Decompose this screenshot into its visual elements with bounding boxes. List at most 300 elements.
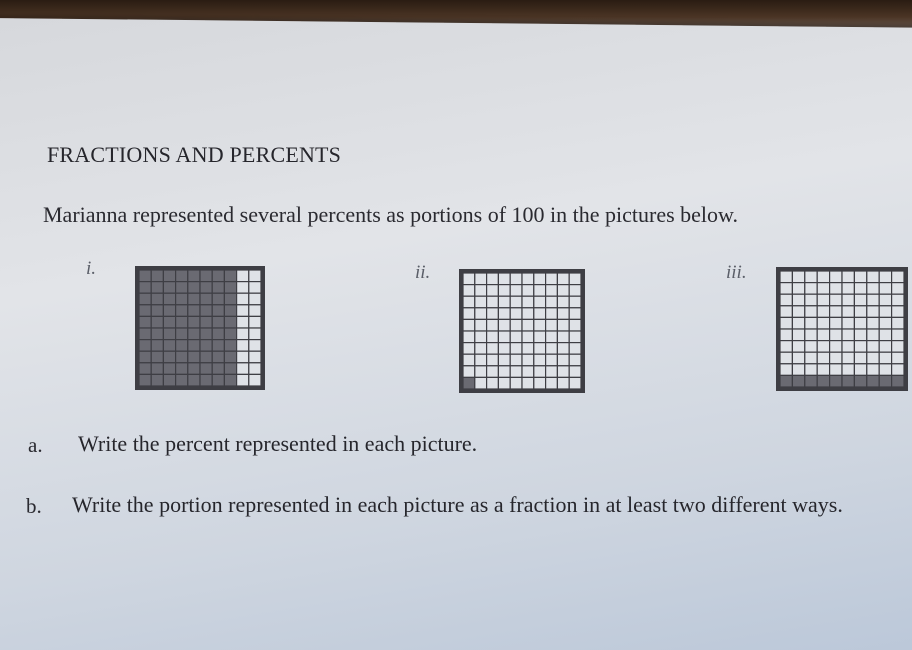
grid-square-shaded (224, 374, 236, 386)
grid-square-shaded (188, 374, 200, 386)
grid-square (463, 366, 475, 378)
grid-square-shaded (867, 375, 879, 387)
grid-square (546, 343, 558, 355)
grid-square-shaded (200, 305, 212, 317)
grid-square-shaded (212, 293, 224, 305)
grid-square-shaded (792, 375, 804, 387)
grid-square-shaded (139, 282, 151, 294)
grid-square (487, 319, 499, 331)
grid-square (510, 285, 522, 297)
grid-square (569, 366, 581, 378)
grid-square (510, 343, 522, 355)
grid-square (546, 377, 558, 389)
grid-square (792, 352, 804, 364)
question-a-letter: a. (28, 433, 43, 457)
grid-square (830, 317, 842, 329)
grid-square (463, 296, 475, 308)
grid-square-shaded (224, 270, 236, 282)
grid-square (892, 352, 904, 364)
grid-square (879, 329, 891, 341)
grid-square (867, 341, 879, 353)
grid-square-shaded (200, 340, 212, 352)
hundred-grid-iii (776, 267, 908, 391)
grid-square-shaded (212, 351, 224, 363)
grid-square (879, 306, 891, 318)
grid-square (249, 282, 261, 294)
grid-square (792, 317, 804, 329)
grid-square (475, 366, 487, 378)
grid-square (830, 329, 842, 341)
grid-square-shaded (163, 363, 175, 375)
grid-square (780, 294, 792, 306)
grid-square (879, 294, 891, 306)
grid-square (498, 319, 510, 331)
grid-square (546, 296, 558, 308)
grid-square-shaded (830, 375, 842, 387)
grid-square (237, 328, 249, 340)
grid-square (854, 317, 866, 329)
grid-square-shaded (176, 316, 188, 328)
grid-square (522, 343, 534, 355)
grid-square (534, 343, 546, 355)
grid-square-shaded (176, 270, 188, 282)
grid-square (792, 329, 804, 341)
grid-square-shaded (188, 293, 200, 305)
grid-square (867, 329, 879, 341)
grid-square (805, 283, 817, 295)
grid-square-shaded (176, 305, 188, 317)
grid-square (805, 329, 817, 341)
grid-square (475, 273, 487, 285)
grid-square (510, 308, 522, 320)
grid-square (557, 366, 569, 378)
grid-square (830, 271, 842, 283)
grid-square (249, 316, 261, 328)
grid-square (830, 294, 842, 306)
grid-square (498, 366, 510, 378)
grid-square (557, 377, 569, 389)
grid-square-shaded (842, 375, 854, 387)
grid-square (557, 343, 569, 355)
grid-square (487, 285, 499, 297)
grid-square (569, 273, 581, 285)
grid-square (569, 308, 581, 320)
grid-square (249, 270, 261, 282)
grid-square (569, 285, 581, 297)
grid-square-shaded (139, 328, 151, 340)
grid-square (842, 364, 854, 376)
grid-square (487, 308, 499, 320)
grid-square (780, 352, 792, 364)
grid-square (510, 331, 522, 343)
grid-square (534, 377, 546, 389)
grid-square-shaded (805, 375, 817, 387)
grid-square (237, 282, 249, 294)
grid-square-shaded (224, 340, 236, 352)
grid-square (522, 285, 534, 297)
grid-square (475, 343, 487, 355)
grid-square (487, 296, 499, 308)
grid-square (487, 354, 499, 366)
grid-square (892, 341, 904, 353)
grid-square-shaded (151, 328, 163, 340)
grid-square (830, 364, 842, 376)
grid-square (498, 377, 510, 389)
grid-square (867, 317, 879, 329)
grid-square (569, 377, 581, 389)
grid-square-shaded (151, 363, 163, 375)
grid-square (534, 319, 546, 331)
grid-square (830, 306, 842, 318)
grid-square (854, 329, 866, 341)
grid-square-shaded (892, 375, 904, 387)
picture-label-iii: iii. (726, 262, 747, 283)
grid-square (487, 343, 499, 355)
grid-square (546, 331, 558, 343)
grid-square-shaded (212, 363, 224, 375)
grid-square (534, 354, 546, 366)
grid-square (546, 366, 558, 378)
grid-square (854, 341, 866, 353)
grid-square (557, 354, 569, 366)
grid-square (475, 354, 487, 366)
grid-square (522, 366, 534, 378)
grid-square-shaded (163, 340, 175, 352)
hundred-grid-iii-svg (776, 267, 908, 391)
grid-square (854, 364, 866, 376)
grid-square (463, 308, 475, 320)
grid-square (557, 273, 569, 285)
grid-square (569, 354, 581, 366)
grid-square (522, 377, 534, 389)
hundred-grid-ii-svg (459, 269, 585, 393)
grid-square (780, 317, 792, 329)
grid-square (867, 306, 879, 318)
grid-square (237, 316, 249, 328)
grid-square (487, 366, 499, 378)
grid-square (249, 363, 261, 375)
grid-square-shaded (151, 270, 163, 282)
grid-square (510, 296, 522, 308)
grid-square (569, 319, 581, 331)
grid-square (522, 273, 534, 285)
grid-square-shaded (817, 375, 829, 387)
grid-square (867, 283, 879, 295)
grid-square (892, 271, 904, 283)
grid-square-shaded (176, 363, 188, 375)
grid-square-shaded (151, 316, 163, 328)
grid-square (780, 364, 792, 376)
grid-square (817, 329, 829, 341)
grid-square-shaded (212, 316, 224, 328)
grid-square (237, 351, 249, 363)
grid-square (510, 354, 522, 366)
grid-square (522, 354, 534, 366)
grid-square-shaded (224, 316, 236, 328)
grid-square (569, 343, 581, 355)
grid-square-shaded (176, 328, 188, 340)
grid-square (892, 306, 904, 318)
grid-square (792, 283, 804, 295)
grid-square-shaded (176, 351, 188, 363)
grid-square (546, 285, 558, 297)
grid-square (498, 285, 510, 297)
grid-square-shaded (139, 316, 151, 328)
grid-square (522, 296, 534, 308)
grid-square (867, 271, 879, 283)
grid-square (522, 319, 534, 331)
grid-square-shaded (188, 351, 200, 363)
grid-square-shaded (463, 377, 475, 389)
grid-square (792, 271, 804, 283)
grid-square (569, 296, 581, 308)
grid-square (510, 366, 522, 378)
grid-square (249, 293, 261, 305)
grid-square (463, 285, 475, 297)
grid-square-shaded (879, 375, 891, 387)
grid-square-shaded (188, 340, 200, 352)
grid-square (842, 283, 854, 295)
grid-square (805, 271, 817, 283)
grid-square (817, 294, 829, 306)
grid-square-shaded (163, 374, 175, 386)
grid-square (534, 273, 546, 285)
grid-square-shaded (780, 375, 792, 387)
grid-square (817, 352, 829, 364)
grid-square (780, 341, 792, 353)
grid-square (546, 273, 558, 285)
grid-square (892, 317, 904, 329)
grid-square (237, 340, 249, 352)
grid-square (534, 308, 546, 320)
grid-square (867, 364, 879, 376)
grid-square (463, 354, 475, 366)
question-b-text: Write the portion represented in each picture as a fraction in at least two different ways. (72, 492, 843, 517)
grid-square-shaded (212, 328, 224, 340)
grid-square (498, 296, 510, 308)
grid-square (805, 341, 817, 353)
grid-square (842, 294, 854, 306)
grid-square (498, 343, 510, 355)
grid-square (817, 317, 829, 329)
grid-square (546, 308, 558, 320)
grid-square (867, 352, 879, 364)
grid-square (510, 377, 522, 389)
grid-square (569, 331, 581, 343)
grid-square (249, 305, 261, 317)
grid-square (854, 306, 866, 318)
grid-square (475, 308, 487, 320)
grid-square (817, 364, 829, 376)
grid-square (498, 308, 510, 320)
grid-square-shaded (200, 351, 212, 363)
question-b-letter: b. (26, 494, 42, 518)
grid-square (522, 308, 534, 320)
grid-square (463, 273, 475, 285)
grid-square (249, 340, 261, 352)
grid-square-shaded (200, 293, 212, 305)
grid-square (879, 317, 891, 329)
worksheet-heading: FRACTIONS AND PERCENTS (47, 142, 342, 167)
grid-square (237, 374, 249, 386)
grid-square (792, 341, 804, 353)
grid-square (557, 308, 569, 320)
grid-square (557, 296, 569, 308)
grid-square (534, 296, 546, 308)
grid-square (854, 283, 866, 295)
question-a-text: Write the percent represented in each picture. (78, 431, 478, 456)
grid-square-shaded (151, 293, 163, 305)
grid-square-shaded (139, 270, 151, 282)
grid-square (805, 294, 817, 306)
grid-square (879, 364, 891, 376)
grid-square-shaded (188, 316, 200, 328)
grid-square (487, 377, 499, 389)
grid-square-shaded (139, 374, 151, 386)
grid-square (780, 329, 792, 341)
grid-square-shaded (200, 316, 212, 328)
grid-square-shaded (176, 282, 188, 294)
grid-square (842, 341, 854, 353)
grid-square (463, 331, 475, 343)
grid-square-shaded (224, 282, 236, 294)
grid-square-shaded (200, 282, 212, 294)
grid-square-shaded (212, 340, 224, 352)
grid-square (522, 331, 534, 343)
grid-square (498, 354, 510, 366)
grid-square (805, 364, 817, 376)
grid-square-shaded (151, 282, 163, 294)
grid-square-shaded (176, 293, 188, 305)
grid-square (780, 306, 792, 318)
grid-square (842, 317, 854, 329)
picture-label-i: i. (86, 258, 97, 279)
grid-square (557, 319, 569, 331)
grid-square (854, 294, 866, 306)
grid-square (463, 343, 475, 355)
grid-square-shaded (200, 363, 212, 375)
grid-square (534, 366, 546, 378)
grid-square (546, 319, 558, 331)
picture-label-ii: ii. (415, 262, 431, 283)
grid-square (475, 319, 487, 331)
grid-square (475, 377, 487, 389)
grid-square (805, 306, 817, 318)
grid-square (249, 351, 261, 363)
grid-square (510, 319, 522, 331)
grid-square-shaded (854, 375, 866, 387)
grid-square-shaded (151, 340, 163, 352)
grid-square-shaded (176, 340, 188, 352)
grid-square (237, 305, 249, 317)
grid-square (805, 317, 817, 329)
grid-square (463, 319, 475, 331)
grid-square-shaded (212, 374, 224, 386)
grid-square (879, 352, 891, 364)
grid-square (780, 283, 792, 295)
grid-square (792, 364, 804, 376)
grid-square (892, 364, 904, 376)
grid-square-shaded (224, 351, 236, 363)
grid-square (534, 331, 546, 343)
grid-square-shaded (163, 305, 175, 317)
grid-square (842, 306, 854, 318)
grid-square (830, 283, 842, 295)
grid-square (249, 328, 261, 340)
grid-square-shaded (163, 351, 175, 363)
grid-square-shaded (163, 316, 175, 328)
grid-square-shaded (151, 305, 163, 317)
grid-square-shaded (176, 374, 188, 386)
grid-square (546, 354, 558, 366)
grid-square (854, 352, 866, 364)
grid-square (780, 271, 792, 283)
grid-square-shaded (188, 328, 200, 340)
grid-square (475, 296, 487, 308)
grid-square-shaded (151, 374, 163, 386)
grid-square (534, 285, 546, 297)
grid-square (487, 273, 499, 285)
hundred-grid-i-svg (135, 266, 265, 390)
grid-square (498, 331, 510, 343)
grid-square (879, 271, 891, 283)
grid-square (805, 352, 817, 364)
hundred-grid-ii (459, 269, 585, 393)
grid-square (237, 270, 249, 282)
grid-square (892, 283, 904, 295)
grid-square (842, 329, 854, 341)
grid-square (792, 294, 804, 306)
grid-square-shaded (212, 305, 224, 317)
grid-square-shaded (224, 305, 236, 317)
grid-square-shaded (163, 270, 175, 282)
grid-square-shaded (139, 305, 151, 317)
grid-square (817, 283, 829, 295)
grid-square-shaded (139, 351, 151, 363)
grid-square (892, 294, 904, 306)
grid-square (830, 341, 842, 353)
grid-square (867, 294, 879, 306)
grid-square-shaded (188, 363, 200, 375)
grid-square-shaded (163, 293, 175, 305)
grid-square (792, 306, 804, 318)
grid-square (510, 273, 522, 285)
grid-square (557, 285, 569, 297)
grid-square-shaded (163, 282, 175, 294)
grid-square-shaded (139, 340, 151, 352)
grid-square-shaded (224, 363, 236, 375)
grid-square (817, 306, 829, 318)
grid-square (842, 352, 854, 364)
grid-square (817, 341, 829, 353)
grid-square-shaded (163, 328, 175, 340)
grid-square (879, 283, 891, 295)
grid-square (842, 271, 854, 283)
grid-square (487, 331, 499, 343)
grid-square (557, 331, 569, 343)
grid-square-shaded (200, 374, 212, 386)
grid-square-shaded (224, 293, 236, 305)
grid-square (475, 331, 487, 343)
grid-square (249, 374, 261, 386)
grid-square (817, 271, 829, 283)
grid-square-shaded (200, 270, 212, 282)
grid-square-shaded (224, 328, 236, 340)
grid-square-shaded (139, 363, 151, 375)
grid-square-shaded (212, 282, 224, 294)
grid-square (237, 363, 249, 375)
hundred-grid-i (135, 266, 265, 390)
